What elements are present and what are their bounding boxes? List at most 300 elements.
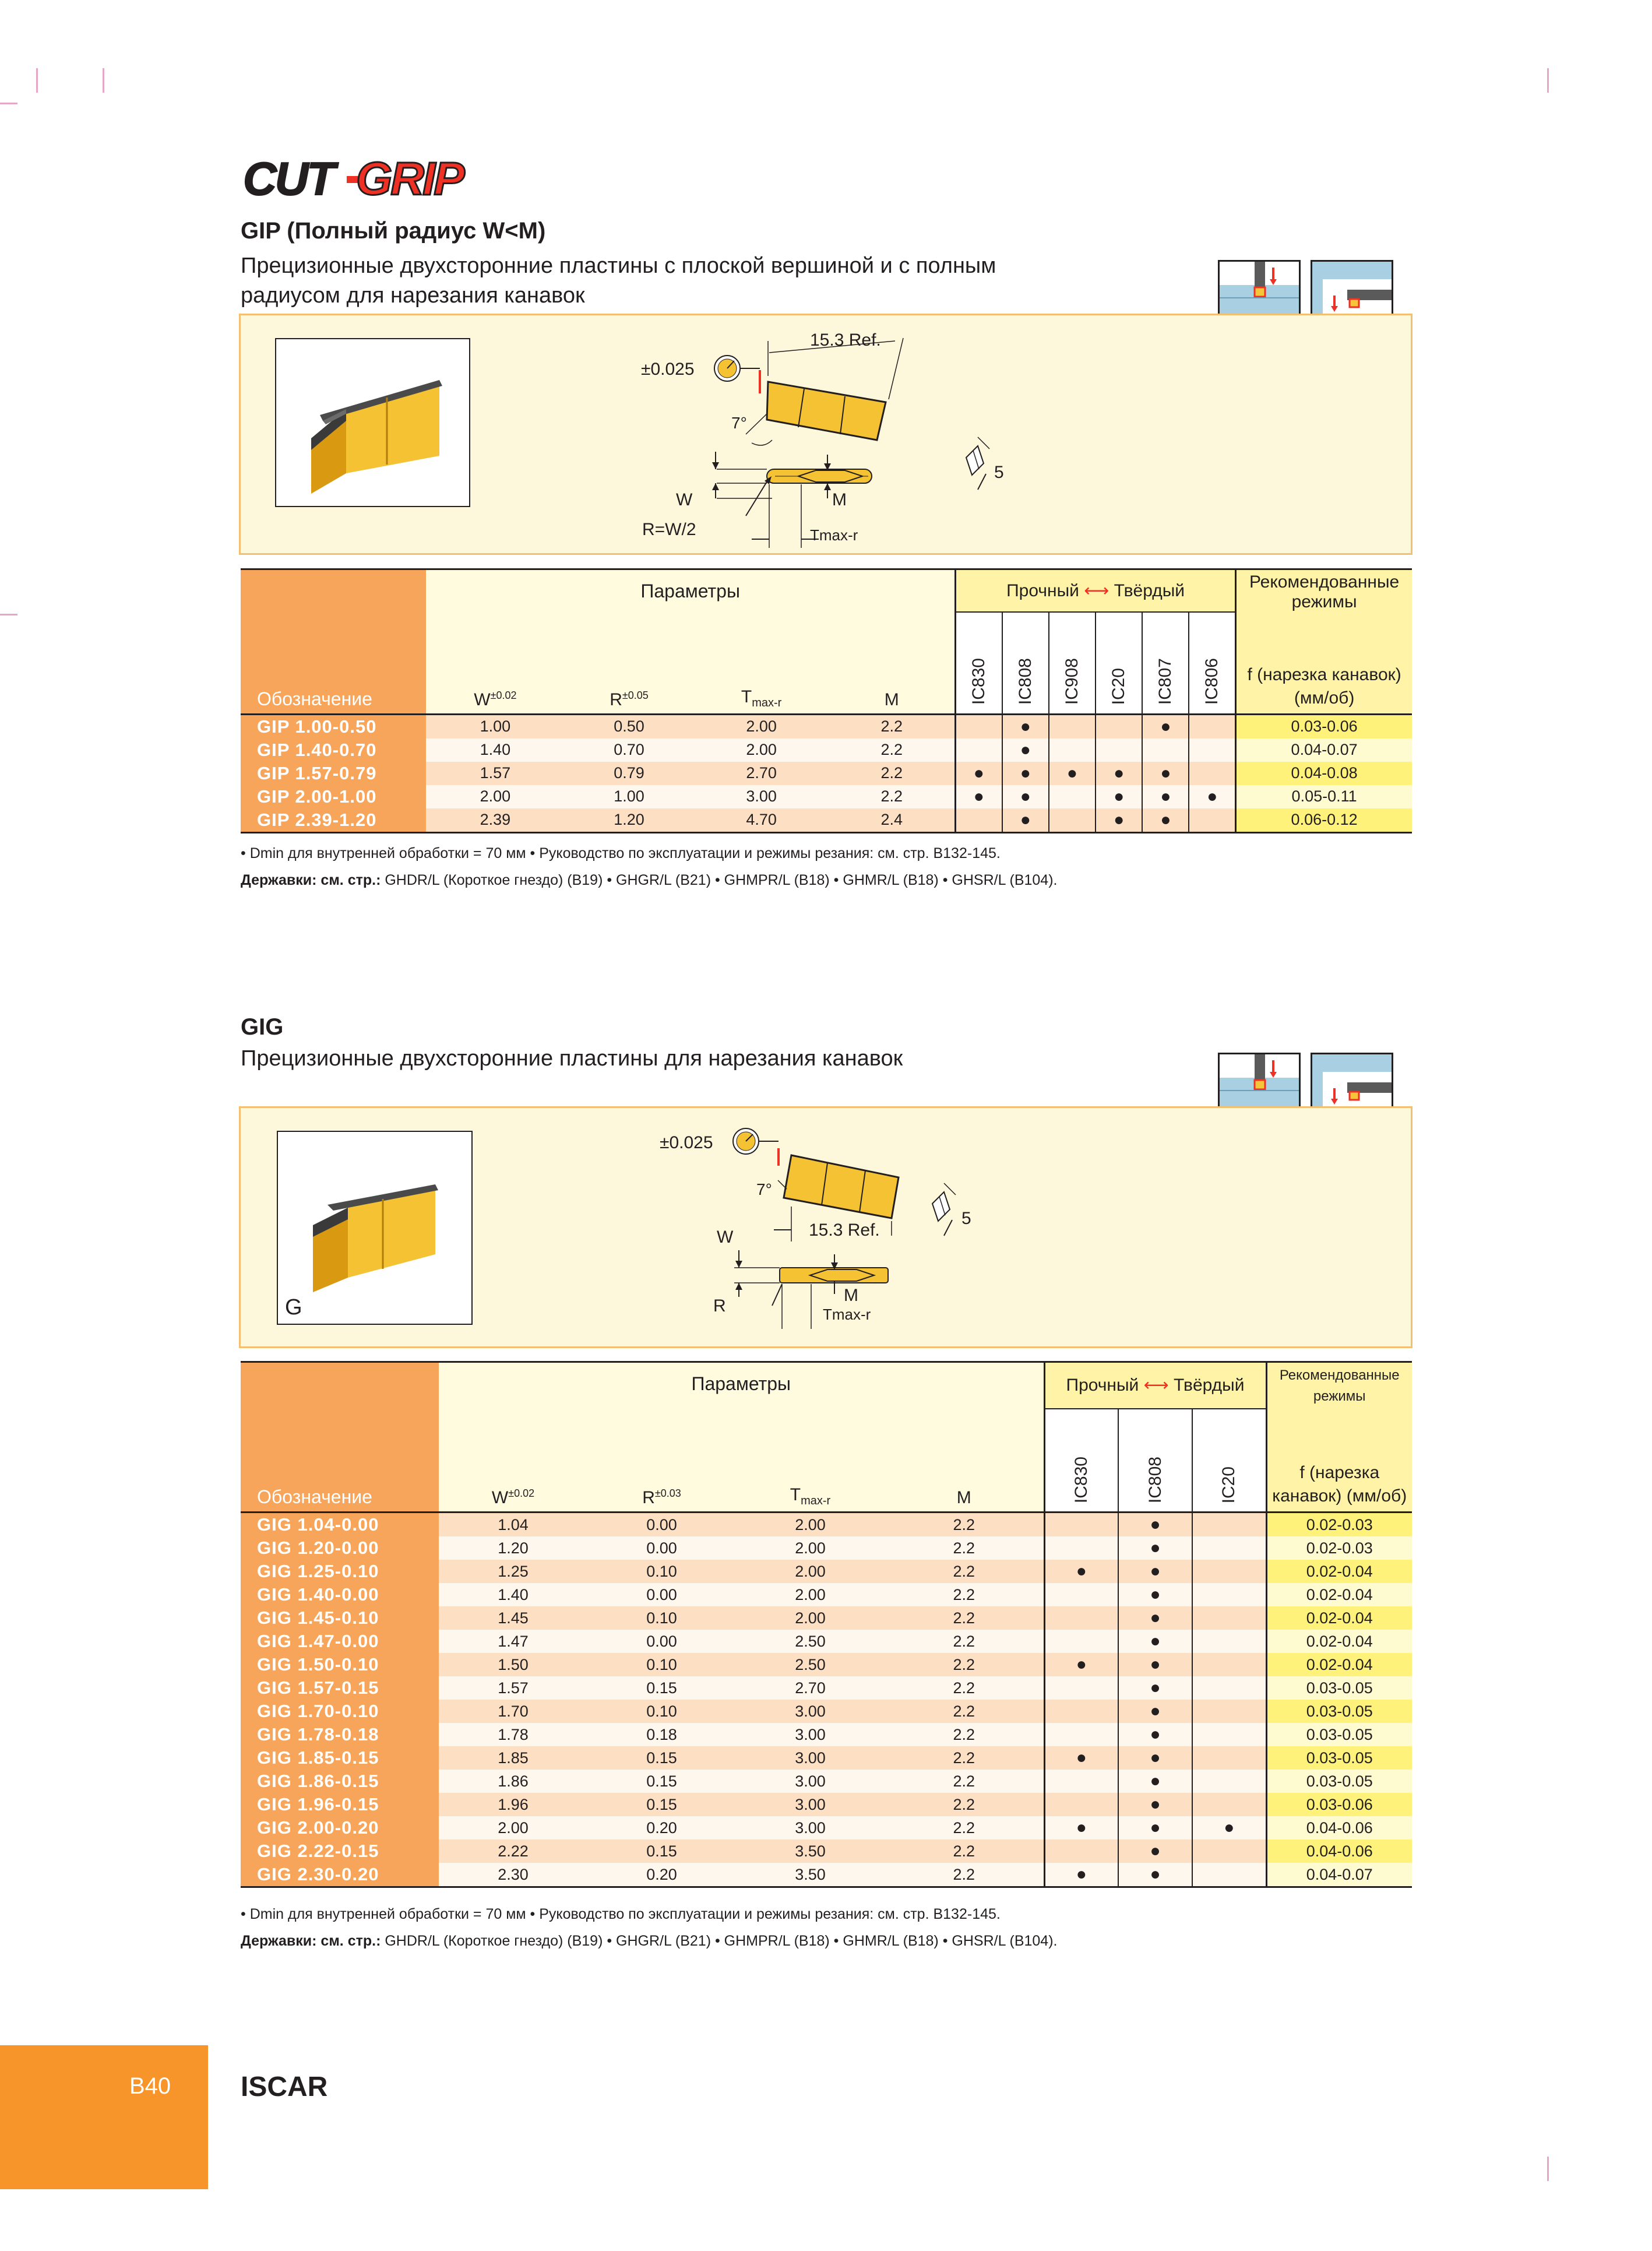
gig-m-cell: 2.2 bbox=[885, 1863, 1044, 1887]
gip-m-cell: 2.2 bbox=[829, 738, 956, 762]
gip-params-header: Параметры bbox=[640, 581, 740, 602]
cut-grip-logo bbox=[241, 153, 480, 206]
gig-w-cell: 1.25 bbox=[439, 1560, 587, 1583]
gig-r-cell: 0.10 bbox=[587, 1700, 736, 1723]
gig-grade-cell: ● bbox=[1118, 1746, 1192, 1770]
crop-mark bbox=[0, 614, 17, 615]
gig-designation-cell: GIG 1.50-0.10 bbox=[241, 1653, 439, 1676]
gip-grade-cell: ● bbox=[1002, 738, 1049, 762]
gig-w-cell: 1.96 bbox=[439, 1793, 587, 1816]
table-row bbox=[241, 808, 1412, 833]
gip-grade-cell bbox=[1189, 808, 1235, 833]
gip-grade-col: IC20 bbox=[1109, 668, 1129, 705]
gig-grade-cell bbox=[1192, 1513, 1266, 1537]
table-row bbox=[241, 1606, 1412, 1630]
gig-col-r: R bbox=[642, 1488, 655, 1507]
gig-col-r-tol: ±0.03 bbox=[654, 1487, 681, 1499]
gip-note-2-text: GHDR/L (Короткое гнездо) (B19) • GHGR/L (B21) • GHMPR/L (B18) • GHMR/L (B18) • GHSR/L (B104). bbox=[381, 872, 1058, 888]
gig-grade-cell bbox=[1192, 1606, 1266, 1630]
gig-grade-cell bbox=[1044, 1840, 1118, 1863]
gip-feed-cell: 0.04-0.08 bbox=[1236, 762, 1412, 785]
gip-grade-cell: ● bbox=[1096, 808, 1142, 833]
gig-technical-drawing bbox=[658, 1119, 1031, 1329]
gig-m-cell: 2.2 bbox=[885, 1630, 1044, 1653]
gig-title: GIG bbox=[241, 1014, 284, 1040]
gig-note-2-bold: Державки: см. стр.: bbox=[241, 1933, 381, 1949]
table-row bbox=[241, 1583, 1412, 1606]
gip-col-t-sub: max-r bbox=[752, 696, 782, 709]
gig-r-cell: 0.00 bbox=[587, 1630, 736, 1653]
gig-grade-cell: ● bbox=[1044, 1746, 1118, 1770]
gip-grade-cell bbox=[1049, 714, 1096, 738]
gig-t-cell: 2.70 bbox=[736, 1676, 885, 1700]
gig-t-cell: 2.00 bbox=[736, 1513, 885, 1537]
gig-w-cell: 2.00 bbox=[439, 1816, 587, 1840]
gip-grade-cell: ● bbox=[1002, 785, 1049, 808]
gip-r-cell: 1.00 bbox=[564, 785, 693, 808]
gig-grade-tough: Прочный bbox=[1066, 1376, 1139, 1395]
table-row bbox=[241, 714, 1412, 738]
gig-designation-cell: GIG 1.85-0.15 bbox=[241, 1746, 439, 1770]
gig-designation-cell: GIG 1.20-0.00 bbox=[241, 1536, 439, 1560]
gip-grade-cell bbox=[1189, 762, 1235, 785]
gig-grade-cell bbox=[1192, 1560, 1266, 1583]
gip-w-cell: 2.39 bbox=[426, 808, 564, 833]
gig-t-cell: 2.00 bbox=[736, 1536, 885, 1560]
gip-insert-photo bbox=[275, 338, 470, 507]
gig-col-w-tol: ±0.02 bbox=[508, 1487, 535, 1499]
gip-m-cell: 2.2 bbox=[829, 714, 956, 738]
gig-w-cell: 1.70 bbox=[439, 1700, 587, 1723]
gip-grade-cell bbox=[1189, 714, 1235, 738]
gip-tmax-label: Tmax-r bbox=[810, 526, 858, 544]
gip-grade-cell bbox=[1096, 738, 1142, 762]
table-row bbox=[241, 785, 1412, 808]
gig-m-cell: 2.2 bbox=[885, 1723, 1044, 1746]
gig-w-cell: 1.50 bbox=[439, 1653, 587, 1676]
gig-desig-header: Обозначение bbox=[257, 1486, 372, 1507]
gip-col-m: M bbox=[884, 690, 899, 709]
gig-grade-cell bbox=[1192, 1700, 1266, 1723]
gig-grade-cell bbox=[1044, 1770, 1118, 1793]
gip-grade-cell: ● bbox=[1142, 714, 1189, 738]
gig-feed-cell: 0.02-0.04 bbox=[1266, 1653, 1412, 1676]
gip-feed-cell: 0.04-0.07 bbox=[1236, 738, 1412, 762]
gig-m-cell: 2.2 bbox=[885, 1770, 1044, 1793]
page-number: B40 bbox=[129, 2073, 171, 2099]
gip-w-cell: 2.00 bbox=[426, 785, 564, 808]
gip-designation-cell: GIP 2.00-1.00 bbox=[241, 785, 426, 808]
gip-grade-cell: ● bbox=[1002, 762, 1049, 785]
gip-col-t: T bbox=[741, 687, 752, 706]
gig-t-cell: 3.00 bbox=[736, 1770, 885, 1793]
gig-designation-cell: GIG 1.57-0.15 bbox=[241, 1676, 439, 1700]
gig-t-cell: 2.50 bbox=[736, 1630, 885, 1653]
gig-r-cell: 0.10 bbox=[587, 1653, 736, 1676]
gig-r-cell: 0.15 bbox=[587, 1676, 736, 1700]
double-arrow-icon: ⟷ bbox=[1084, 581, 1109, 600]
gip-grade-col: IC807 bbox=[1156, 658, 1175, 705]
gig-note-2-text: GHDR/L (Короткое гнездо) (B19) • GHGR/L (B21) • GHMPR/L (B18) • GHMR/L (B18) • GHSR/L (B104). bbox=[381, 1933, 1058, 1949]
gip-deg5-label: 5 bbox=[994, 463, 1004, 482]
gig-t-cell: 2.00 bbox=[736, 1606, 885, 1630]
gip-grade-cell bbox=[955, 738, 1002, 762]
gip-r-cell: 1.20 bbox=[564, 808, 693, 833]
gip-designation-cell: GIP 1.57-0.79 bbox=[241, 762, 426, 785]
svg-text:GRIP: GRIP bbox=[356, 153, 463, 205]
gig-feed-cell: 0.03-0.05 bbox=[1266, 1770, 1412, 1793]
gip-t-cell: 2.00 bbox=[694, 738, 829, 762]
gip-grade-col: IC808 bbox=[1015, 658, 1035, 705]
gig-col-w: W bbox=[491, 1488, 509, 1507]
gig-feed-cell: 0.04-0.07 bbox=[1266, 1863, 1412, 1887]
gig-t-cell: 3.50 bbox=[736, 1840, 885, 1863]
table-row bbox=[241, 1536, 1412, 1560]
gig-grade-cell: ● bbox=[1118, 1560, 1192, 1583]
gip-grade-cell: ● bbox=[1142, 785, 1189, 808]
gig-grade-cell bbox=[1044, 1606, 1118, 1630]
gip-spec-table bbox=[241, 568, 1412, 833]
gig-grade-cell: ● bbox=[1118, 1770, 1192, 1793]
gip-m-label: M bbox=[832, 490, 847, 509]
table-row bbox=[241, 1723, 1412, 1746]
table-row bbox=[241, 1676, 1412, 1700]
gig-m-cell: 2.2 bbox=[885, 1816, 1044, 1840]
gip-subtitle-1: Прецизионные двухсторонние пластины с плоской вершиной и с полным bbox=[241, 254, 996, 278]
gig-grade-cell bbox=[1044, 1536, 1118, 1560]
gig-grade-col: IC20 bbox=[1219, 1466, 1239, 1503]
gig-t-cell: 3.00 bbox=[736, 1723, 885, 1746]
gip-w-cell: 1.57 bbox=[426, 762, 564, 785]
gig-r-cell: 0.18 bbox=[587, 1723, 736, 1746]
gig-designation-cell: GIG 1.70-0.10 bbox=[241, 1700, 439, 1723]
gig-m-cell: 2.2 bbox=[885, 1513, 1044, 1537]
gig-r-cell: 0.15 bbox=[587, 1840, 736, 1863]
gig-grade-cell: ● bbox=[1118, 1676, 1192, 1700]
gig-m-cell: 2.2 bbox=[885, 1700, 1044, 1723]
table-row bbox=[241, 762, 1412, 785]
gig-r-cell: 0.20 bbox=[587, 1816, 736, 1840]
gig-grade-cell bbox=[1044, 1513, 1118, 1537]
gip-r-cell: 0.79 bbox=[564, 762, 693, 785]
page-footer-tab bbox=[0, 2045, 208, 2189]
gip-w-label: W bbox=[676, 490, 693, 509]
gip-w-cell: 1.00 bbox=[426, 714, 564, 738]
crop-mark bbox=[103, 68, 104, 93]
gig-r-cell: 0.00 bbox=[587, 1536, 736, 1560]
gig-grade-cell: ● bbox=[1118, 1723, 1192, 1746]
gip-col-r-tol: ±0.05 bbox=[622, 689, 649, 701]
gig-grade-cell bbox=[1044, 1676, 1118, 1700]
gip-w-cell: 1.40 bbox=[426, 738, 564, 762]
gig-grade-cell: ● bbox=[1044, 1863, 1118, 1887]
gip-m-cell: 2.2 bbox=[829, 762, 956, 785]
gip-grade-cell: ● bbox=[1002, 808, 1049, 833]
gig-r-cell: 0.15 bbox=[587, 1770, 736, 1793]
gig-grade-cell bbox=[1192, 1840, 1266, 1863]
gig-w-cell: 1.85 bbox=[439, 1746, 587, 1770]
gip-grade-cell bbox=[1096, 714, 1142, 738]
gig-t-cell: 2.00 bbox=[736, 1583, 885, 1606]
gig-feed-cell: 0.03-0.05 bbox=[1266, 1746, 1412, 1770]
gig-t-cell: 3.00 bbox=[736, 1700, 885, 1723]
gig-designation-cell: GIG 1.96-0.15 bbox=[241, 1793, 439, 1816]
gig-r-cell: 0.00 bbox=[587, 1583, 736, 1606]
table-row bbox=[241, 1770, 1412, 1793]
gip-grade-col: IC830 bbox=[968, 658, 988, 705]
gip-angle-label: 7° bbox=[731, 414, 747, 432]
gip-title: GIP (Полный радиус W<M) bbox=[241, 218, 546, 244]
gig-grade-cell bbox=[1192, 1863, 1266, 1887]
gip-feed-cell: 0.03-0.06 bbox=[1236, 714, 1412, 738]
gig-note-1: • Dmin для внутренней обработки = 70 мм • Руководство по эксплуатации и режимы резания: см. стр. B132-145. bbox=[241, 1906, 1001, 1922]
gig-subtitle-1: Прецизионные двухсторонние пластины для нарезания канавок bbox=[241, 1046, 903, 1071]
gig-w-label: W bbox=[717, 1228, 734, 1247]
gig-grade-cell: ● bbox=[1118, 1606, 1192, 1630]
gig-m-cell: 2.2 bbox=[885, 1560, 1044, 1583]
gig-r-label: R bbox=[713, 1296, 726, 1316]
gig-w-cell: 1.40 bbox=[439, 1583, 587, 1606]
table-row bbox=[241, 1793, 1412, 1816]
gip-r-label: R=W/2 bbox=[642, 520, 696, 539]
gip-t-cell: 4.70 bbox=[694, 808, 829, 833]
gip-col-w: W bbox=[474, 690, 491, 709]
gig-m-cell: 2.2 bbox=[885, 1606, 1044, 1630]
gip-grade-cell: ● bbox=[1142, 762, 1189, 785]
gig-grade-col: IC808 bbox=[1145, 1456, 1165, 1503]
gig-feed-cell: 0.02-0.04 bbox=[1266, 1583, 1412, 1606]
gig-grade-cell: ● bbox=[1044, 1560, 1118, 1583]
gip-note-2 bbox=[241, 872, 1057, 889]
gig-designation-cell: GIG 2.30-0.20 bbox=[241, 1863, 439, 1887]
gig-grade-cell: ● bbox=[1044, 1653, 1118, 1676]
double-arrow-icon: ⟷ bbox=[1143, 1376, 1169, 1395]
crop-mark bbox=[1547, 2157, 1549, 2181]
gig-angle-label: 7° bbox=[756, 1180, 772, 1198]
gig-w-cell: 1.57 bbox=[439, 1676, 587, 1700]
gig-designation-cell: GIG 1.45-0.10 bbox=[241, 1606, 439, 1630]
gip-t-cell: 3.00 bbox=[694, 785, 829, 808]
table-row bbox=[241, 1630, 1412, 1653]
crop-mark bbox=[1547, 68, 1549, 93]
gip-tol-label: ±0.025 bbox=[641, 360, 695, 379]
gig-m-cell: 2.2 bbox=[885, 1536, 1044, 1560]
gig-grade-cell bbox=[1044, 1723, 1118, 1746]
gig-w-cell: 1.78 bbox=[439, 1723, 587, 1746]
gig-t-cell: 3.50 bbox=[736, 1863, 885, 1887]
gig-designation-cell: GIG 1.47-0.00 bbox=[241, 1630, 439, 1653]
table-row bbox=[241, 1653, 1412, 1676]
gip-grade-cell: ● bbox=[1049, 762, 1096, 785]
gig-t-cell: 3.00 bbox=[736, 1746, 885, 1770]
table-row bbox=[241, 1746, 1412, 1770]
gig-designation-cell: GIG 2.22-0.15 bbox=[241, 1840, 439, 1863]
gig-grade-cell: ● bbox=[1118, 1700, 1192, 1723]
gig-feed-cell: 0.02-0.03 bbox=[1266, 1513, 1412, 1537]
gig-w-cell: 2.22 bbox=[439, 1840, 587, 1863]
gip-grade-cell: ● bbox=[955, 762, 1002, 785]
gig-designation-cell: GIG 1.78-0.18 bbox=[241, 1723, 439, 1746]
gig-r-cell: 0.15 bbox=[587, 1746, 736, 1770]
gig-feed-cell: 0.02-0.04 bbox=[1266, 1630, 1412, 1653]
gip-grade-cell bbox=[955, 808, 1002, 833]
gip-rec-sub: f (нарезка канавок) (мм/об) bbox=[1247, 664, 1401, 708]
gip-grade-hard: Твёрдый bbox=[1114, 581, 1185, 600]
gig-col-m: M bbox=[956, 1488, 971, 1507]
table-row bbox=[241, 1700, 1412, 1723]
gig-feed-cell: 0.03-0.06 bbox=[1266, 1793, 1412, 1816]
gig-grade-cell bbox=[1192, 1536, 1266, 1560]
gip-grade-col: IC908 bbox=[1062, 658, 1082, 705]
gip-t-cell: 2.00 bbox=[694, 714, 829, 738]
gig-grade-cell bbox=[1192, 1770, 1266, 1793]
gig-r-cell: 0.20 bbox=[587, 1863, 736, 1887]
gig-deg5-label: 5 bbox=[961, 1209, 971, 1228]
gig-grade-cell bbox=[1044, 1793, 1118, 1816]
gig-w-cell: 1.47 bbox=[439, 1630, 587, 1653]
gig-m-cell: 2.2 bbox=[885, 1840, 1044, 1863]
gig-m-cell: 2.2 bbox=[885, 1793, 1044, 1816]
gip-grade-tough: Прочный bbox=[1006, 581, 1079, 600]
gig-r-cell: 0.00 bbox=[587, 1513, 736, 1537]
gig-grade-cell: ● bbox=[1118, 1536, 1192, 1560]
gip-grade-cell: ● bbox=[1096, 762, 1142, 785]
gig-m-cell: 2.2 bbox=[885, 1583, 1044, 1606]
gig-m-cell: 2.2 bbox=[885, 1676, 1044, 1700]
gig-feed-cell: 0.04-0.06 bbox=[1266, 1816, 1412, 1840]
gip-grade-cell bbox=[1049, 785, 1096, 808]
gip-desig-header: Обозначение bbox=[257, 688, 372, 709]
table-row bbox=[241, 1560, 1412, 1583]
gig-grade-cell: ● bbox=[1044, 1816, 1118, 1840]
gip-grade-cell: ● bbox=[1002, 714, 1049, 738]
gip-grade-cell: ● bbox=[1096, 785, 1142, 808]
svg-text:CUT: CUT bbox=[243, 153, 334, 205]
gig-col-t-sub: max-r bbox=[801, 1494, 831, 1507]
gip-note-1: • Dmin для внутренней обработки = 70 мм • Руководство по эксплуатации и режимы резания: см. стр. B132-145. bbox=[241, 845, 1001, 861]
gig-feed-cell: 0.03-0.05 bbox=[1266, 1723, 1412, 1746]
gig-m-label: M bbox=[844, 1286, 858, 1305]
gig-note-2 bbox=[241, 1933, 1057, 1950]
gig-grade-cell bbox=[1192, 1653, 1266, 1676]
gig-grade-hard: Твёрдый bbox=[1174, 1376, 1245, 1395]
gig-feed-cell: 0.04-0.06 bbox=[1266, 1840, 1412, 1863]
table-row bbox=[241, 1840, 1412, 1863]
gig-insert-photo bbox=[277, 1131, 473, 1325]
gig-t-cell: 2.00 bbox=[736, 1560, 885, 1583]
gip-grade-cell bbox=[1189, 738, 1235, 762]
gip-ref-label: 15.3 Ref. bbox=[810, 330, 881, 350]
gig-grade-cell bbox=[1192, 1723, 1266, 1746]
gig-feed-cell: 0.02-0.03 bbox=[1266, 1536, 1412, 1560]
gip-feed-cell: 0.06-0.12 bbox=[1236, 808, 1412, 833]
gig-m-cell: 2.2 bbox=[885, 1653, 1044, 1676]
gip-feed-cell: 0.05-0.11 bbox=[1236, 785, 1412, 808]
gig-r-cell: 0.15 bbox=[587, 1793, 736, 1816]
gip-grade-cell: ● bbox=[1189, 785, 1235, 808]
gig-m-cell: 2.2 bbox=[885, 1746, 1044, 1770]
gig-grade-cell bbox=[1044, 1583, 1118, 1606]
gig-w-cell: 1.45 bbox=[439, 1606, 587, 1630]
gig-params-header: Параметры bbox=[691, 1373, 791, 1394]
gig-grade-cell bbox=[1192, 1583, 1266, 1606]
gig-grade-cell bbox=[1192, 1746, 1266, 1770]
footer-brand: ISCAR bbox=[241, 2071, 328, 2102]
gig-grade-cell bbox=[1192, 1630, 1266, 1653]
gip-grade-cell bbox=[1142, 738, 1189, 762]
gip-designation-cell: GIP 1.40-0.70 bbox=[241, 738, 426, 762]
gig-feed-cell: 0.03-0.05 bbox=[1266, 1700, 1412, 1723]
gig-spec-table bbox=[241, 1361, 1412, 1888]
gig-w-cell: 1.86 bbox=[439, 1770, 587, 1793]
gig-tmax-label: Tmax-r bbox=[823, 1306, 871, 1323]
gig-t-cell: 2.50 bbox=[736, 1653, 885, 1676]
gig-photo-label: G bbox=[285, 1295, 302, 1320]
gip-grade-col: IC806 bbox=[1202, 658, 1222, 705]
gip-col-w-tol: ±0.02 bbox=[490, 689, 517, 701]
gip-col-r: R bbox=[610, 690, 622, 709]
gip-m-cell: 2.4 bbox=[829, 808, 956, 833]
gig-r-cell: 0.10 bbox=[587, 1560, 736, 1583]
table-row bbox=[241, 1816, 1412, 1840]
gig-t-cell: 3.00 bbox=[736, 1793, 885, 1816]
gig-grade-cell bbox=[1192, 1676, 1266, 1700]
gig-grade-cell: ● bbox=[1118, 1583, 1192, 1606]
gig-w-cell: 2.30 bbox=[439, 1863, 587, 1887]
gig-grade-cell: ● bbox=[1118, 1630, 1192, 1653]
gip-designation-cell: GIP 2.39-1.20 bbox=[241, 808, 426, 833]
gip-technical-drawing bbox=[629, 323, 1049, 551]
gig-feed-cell: 0.02-0.04 bbox=[1266, 1606, 1412, 1630]
gig-designation-cell: GIG 2.00-0.20 bbox=[241, 1816, 439, 1840]
gip-note-2-bold: Державки: см. стр.: bbox=[241, 872, 381, 888]
gip-r-cell: 0.50 bbox=[564, 714, 693, 738]
gig-designation-cell: GIG 1.86-0.15 bbox=[241, 1770, 439, 1793]
gip-grade-cell: ● bbox=[955, 785, 1002, 808]
gig-rec-header: Рекомендованные режимы bbox=[1279, 1367, 1400, 1404]
gip-rec-header: Рекомендованные режимы bbox=[1249, 572, 1400, 611]
table-row bbox=[241, 738, 1412, 762]
gig-grade-cell bbox=[1044, 1700, 1118, 1723]
gig-tol-label: ±0.025 bbox=[660, 1133, 713, 1152]
gip-grade-cell bbox=[1049, 808, 1096, 833]
gip-grade-cell: ● bbox=[1142, 808, 1189, 833]
crop-mark bbox=[0, 103, 17, 104]
gip-designation-cell: GIP 1.00-0.50 bbox=[241, 714, 426, 738]
gip-r-cell: 0.70 bbox=[564, 738, 693, 762]
gig-designation-cell: GIG 1.40-0.00 bbox=[241, 1583, 439, 1606]
gig-feed-cell: 0.02-0.04 bbox=[1266, 1560, 1412, 1583]
gig-grade-cell bbox=[1192, 1793, 1266, 1816]
gig-grade-cell: ● bbox=[1118, 1840, 1192, 1863]
gip-m-cell: 2.2 bbox=[829, 785, 956, 808]
gig-grade-cell: ● bbox=[1118, 1513, 1192, 1537]
gig-w-cell: 1.20 bbox=[439, 1536, 587, 1560]
gig-designation-cell: GIG 1.04-0.00 bbox=[241, 1513, 439, 1537]
gig-ref-label: 15.3 Ref. bbox=[809, 1221, 880, 1240]
gig-grade-cell bbox=[1044, 1630, 1118, 1653]
table-row bbox=[241, 1863, 1412, 1887]
gig-grade-cell: ● bbox=[1118, 1863, 1192, 1887]
gig-grade-col: IC830 bbox=[1071, 1456, 1091, 1503]
gig-feed-cell: 0.03-0.05 bbox=[1266, 1676, 1412, 1700]
table-row bbox=[241, 1513, 1412, 1537]
gig-col-t: T bbox=[790, 1485, 801, 1504]
gip-subtitle-2: радиусом для нарезания канавок bbox=[241, 283, 585, 308]
gig-grade-cell: ● bbox=[1192, 1816, 1266, 1840]
gig-t-cell: 3.00 bbox=[736, 1816, 885, 1840]
gig-grade-cell: ● bbox=[1118, 1816, 1192, 1840]
